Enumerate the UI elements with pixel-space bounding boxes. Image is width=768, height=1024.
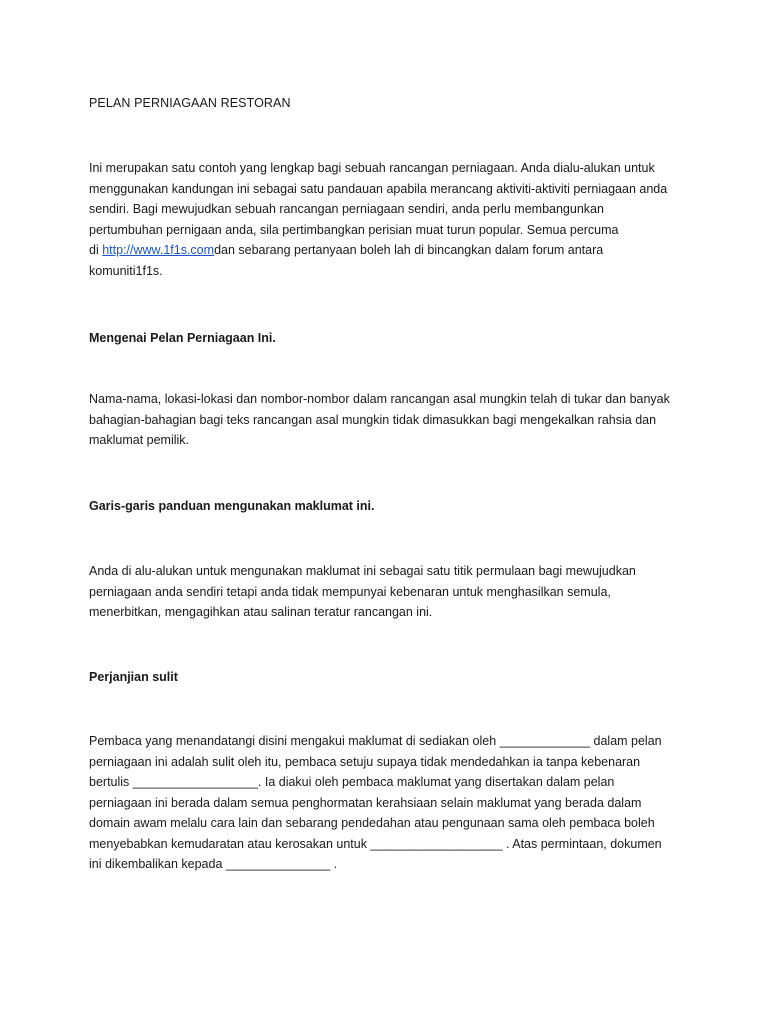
about-heading: Mengenai Pelan Perniagaan Ini. bbox=[89, 331, 276, 345]
intro-line-4: pertumbuhan pernigaan anda, sila pertimbangkan perisian muat turun popular. Semua percuma bbox=[89, 222, 619, 237]
guidelines-line-3: menerbitkan, mengagihkan atau salinan teratur rancangan ini. bbox=[89, 605, 433, 619]
agreement-heading: Perjanjian sulit bbox=[89, 670, 178, 684]
intro-line-5-suffix: dan sebarang pertanyaan boleh lah di bincangkan dalam forum antara bbox=[214, 243, 604, 257]
document-title: PELAN PERNIAGAAN RESTORAN bbox=[89, 96, 291, 110]
intro-line-2: menggunakan kandungan ini sebagai satu pandauan apabila merancang aktiviti-aktiviti perniagaan anda bbox=[89, 181, 668, 196]
intro-paragraph bbox=[89, 158, 689, 281]
guidelines-line-1: Anda di alu-alukan untuk mengunakan maklumat ini sebagai satu titik permulaan bagi mewujudkan bbox=[89, 564, 636, 578]
agreement-line-6: menyebabkan kemudaratan atau kerosakan untuk ___________________ . Atas permintaan, dokumen bbox=[89, 836, 662, 851]
agreement-line-7: ini dikembalikan kepada _______________ . bbox=[89, 857, 338, 871]
guidelines-paragraph bbox=[89, 561, 689, 623]
guidelines-line-2: perniagaan anda sendiri tetapi anda tidak mempunyai kebenaran untuk menghasilkan semula, bbox=[89, 584, 611, 599]
agreement-line-1: Pembaca yang menandatangi disini mengakui maklumat di sediakan oleh _____________ dalam pelan bbox=[89, 734, 662, 748]
about-line-2: bahagian-bahagian bagi teks rancangan asal mungkin tidak dimasukkan bagi mengekalkan rahsia dan bbox=[89, 412, 657, 427]
agreement-line-5: domain awam melalu cara lain dan sebarang pendedahan atau pengunaan sama oleh pembaca boleh bbox=[89, 816, 655, 830]
about-line-1: Nama-nama, lokasi-lokasi dan nombor-nombor dalam rancangan asal mungkin telah di tukar dan banyak bbox=[89, 392, 670, 406]
guidelines-heading: Garis-garis panduan mengunakan maklumat ini. bbox=[89, 499, 375, 513]
about-paragraph bbox=[89, 389, 689, 451]
intro-line-6: komuniti1f1s. bbox=[89, 263, 163, 278]
agreement-line-4: perniagaan ini berada dalam semua penghormatan kerahsiaan selain maklumat yang berada dalam bbox=[89, 795, 642, 810]
intro-line-5-prefix: di bbox=[89, 243, 103, 257]
agreement-paragraph bbox=[89, 731, 689, 875]
intro-line-3: sendiri. Bagi mewujudkan sebuah rancangan perniagaan sendiri, anda perlu membangunkan bbox=[89, 202, 604, 216]
about-line-3: maklumat pemilik. bbox=[89, 433, 190, 447]
agreement-line-2: perniagaan ini adalah sulit oleh itu, pembaca setuju supaya tidak mendedahkan ia tanpa kebenaran bbox=[89, 754, 641, 769]
agreement-line-3: bertulis __________________. Ia diakui oleh pembaca maklumat yang disertakan dalam pelan bbox=[89, 775, 615, 789]
website-link[interactable]: http://www.1f1s.com bbox=[102, 243, 215, 257]
intro-line-5 bbox=[89, 240, 689, 261]
intro-line-1: Ini merupakan satu contoh yang lengkap bagi sebuah rancangan perniagaan. Anda dialu-alukan untuk bbox=[89, 161, 655, 175]
